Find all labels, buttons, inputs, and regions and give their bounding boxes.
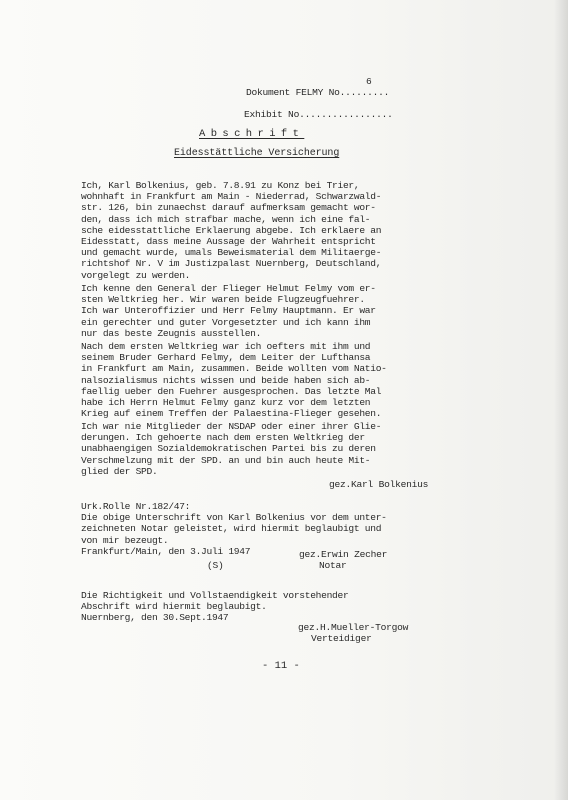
page-number: - 11 - — [262, 660, 300, 672]
text-line: zeichneten Notar geleistet, wird hiermit beglaubigt und — [81, 523, 382, 535]
text-line: Ich war nie Mitglieder der NSDAP oder einer ihrer Glie- — [81, 421, 382, 432]
text-line: Ich, Karl Bolkenius, geb. 7.8.91 zu Konz bei Trier, — [81, 180, 360, 191]
text-line: Eidesstatt, dass meine Aussage der Wahrheit entspricht — [81, 236, 376, 248]
text-line: unabhaengigen Sozialdemokratischen Partei bis zu deren — [81, 443, 376, 455]
text-line: und gemacht wurde, umals Beweismaterial dem Militaerge- — [81, 247, 382, 259]
paragraph-declaration — [81, 180, 501, 281]
text-line: seinem Bruder Gerhard Felmy, dem Leiter der Lufthansa — [81, 352, 371, 364]
document-subtitle: Eidesstättliche Versicherung — [174, 148, 340, 159]
signature-defender: gez.H.Mueller-Torgow — [298, 622, 409, 633]
text-line: Die Richtigkeit und Vollstaendigkeit vorstehender — [81, 590, 349, 601]
text-line: Nuernberg, den 30.Sept.1947 — [81, 612, 229, 624]
text-line: Ich kenne den General der Flieger Helmut Felmy vom er- — [81, 283, 376, 294]
text-line: faellig ueber den Fuehrer ausgesprochen. Das letzte Mal — [81, 385, 382, 397]
text-line: Urk.Rolle Nr.182/47: — [81, 501, 191, 512]
text-line: habe ich Herrn Helmut Felmy ganz kurz vor dem letzten — [81, 397, 371, 409]
signature-bolkenius: gez.Karl Bolkenius — [329, 479, 429, 490]
paragraph-acquaintance — [81, 283, 501, 339]
text-line: Die obige Unterschrift von Karl Bolkenius vor dem unter- — [81, 512, 387, 524]
text-line: derungen. Ich gehoerte nach dem ersten Weltkrieg der — [81, 432, 365, 444]
text-line: ein gerechter und guter Vorgesetzter und ich kann ihm — [81, 316, 371, 328]
dokument-line: Dokument FELMY No......... — [246, 87, 390, 98]
text-line: vorgelegt zu werden. — [81, 269, 191, 281]
signature-notary: gez.Erwin Zecher — [299, 549, 388, 560]
document-number: 6 — [366, 76, 372, 87]
text-line: nalsozialismus nichts wissen und beide haben sich ab- — [81, 374, 371, 386]
text-line: Abschrift wird hiermit beglaubigt. — [81, 601, 267, 613]
exhibit-line: Exhibit No................. — [244, 109, 393, 120]
text-line: von mir bezeugt. — [81, 534, 169, 546]
seal-mark: (S) — [207, 560, 224, 571]
notary-certification — [81, 501, 501, 557]
page-edge-shadow — [554, 0, 568, 800]
text-line: Ich war Unteroffizier und Herr Felmy Hauptmann. Er war — [81, 305, 376, 317]
text-line: wohnhaft in Frankfurt am Main - Niederrad, Schwarzwald- — [81, 191, 382, 203]
text-line: Verschmelzung mit der SPD. an und bin auch heute Mit- — [81, 454, 371, 466]
paragraph-after-war — [81, 341, 501, 419]
attestation — [81, 590, 501, 624]
document-title: Abschrift — [199, 128, 305, 140]
text-line: Frankfurt/Main, den 3.Juli 1947 — [81, 545, 251, 557]
text-line: richtshof Nr. V im Justizpalast Nuernberg, Deutschland, — [81, 258, 382, 270]
defender-role: Verteidiger — [311, 633, 372, 644]
text-line: Krieg auf einem Treffen der Palaestina-Flieger gesehen. — [81, 408, 382, 420]
text-line: Nach dem ersten Weltkrieg war ich oefters mit ihm und — [81, 341, 371, 352]
text-line: den, dass ich mich strafbar mache, wenn ich eine fal- — [81, 213, 371, 225]
text-line: in Frankfurt am Main, zusammen. Beide wollten vom Natio- — [81, 363, 387, 375]
text-line: str. 126, bin zunaechst darauf aufmerksam gemacht wor- — [81, 202, 376, 214]
text-line: nur das beste Zeugnis ausstellen. — [81, 327, 262, 339]
text-line: sten Weltkrieg her. Wir waren beide Flugzeugfuehrer. — [81, 294, 365, 306]
paragraph-party — [81, 421, 501, 477]
text-line: glied der SPD. — [81, 465, 158, 477]
notary-role: Notar — [319, 560, 347, 571]
text-line: sche eidesstattliche Erklaerung abgebe. Ich erklaere an — [81, 224, 382, 236]
